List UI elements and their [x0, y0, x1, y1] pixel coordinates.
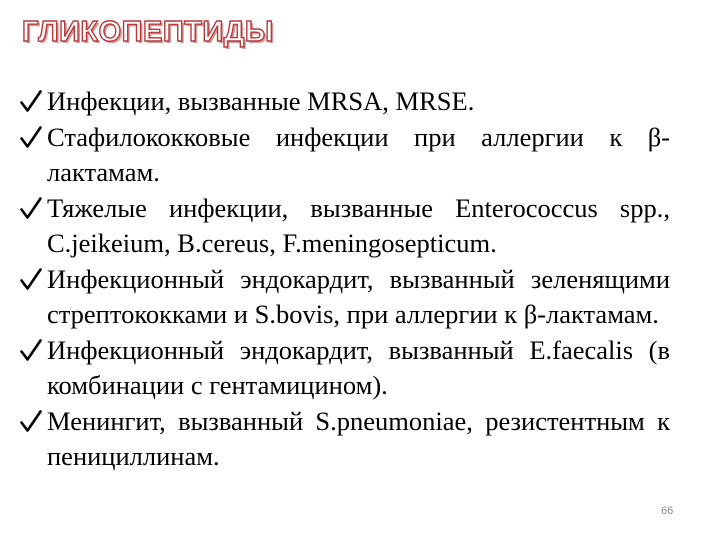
check-icon [20, 267, 42, 291]
bullet-text: Инфекции, вызванные MRSA, MRSE. [47, 86, 475, 116]
check-icon [20, 125, 42, 149]
list-item [20, 404, 670, 475]
bullet-text: Инфекционный эндокардит, вызванный E.faecalis (в комбинации с гентамицином). [47, 334, 670, 400]
bullet-text: Менингит, вызванный S.pneumoniae, резистентным к пенициллинам. [47, 405, 670, 471]
bullet-text: Инфекционный эндокардит, вызванный зеленящими стрептококками и S.bovis, при аллергии к β-лактамам. [47, 263, 670, 329]
page-number: 66 [661, 505, 674, 517]
bullet-text: Стафилококковые инфекции при аллергии к β-лактамам. [47, 121, 670, 187]
bullet-list [20, 84, 670, 475]
list-item [20, 262, 670, 333]
list-item [20, 333, 670, 404]
check-icon [20, 89, 42, 113]
bullet-text: Тяжелые инфекции, вызванные Enterococcus spp., C.jeikeium, B.cereus, F.meningosepticum. [47, 192, 670, 258]
slide-title: ГЛИКОПЕПТИДЫ [22, 16, 274, 48]
check-icon [20, 196, 42, 220]
list-item [20, 120, 670, 191]
check-icon [20, 338, 42, 362]
list-item [20, 191, 670, 262]
list-item [20, 84, 670, 120]
check-icon [20, 409, 42, 433]
